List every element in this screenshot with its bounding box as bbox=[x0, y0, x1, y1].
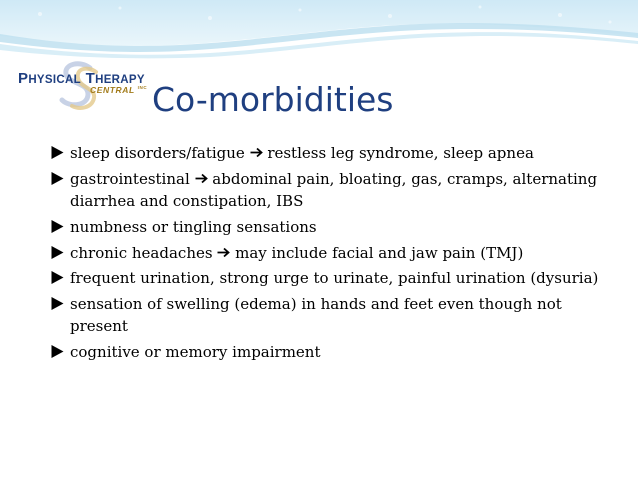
bullet-item bbox=[50, 168, 610, 213]
bullet-item bbox=[50, 242, 610, 265]
slide-title: Co-morbidities bbox=[152, 80, 394, 119]
logo-subtitle bbox=[90, 85, 147, 95]
logo-letters: HYSICAL bbox=[28, 74, 81, 86]
wave-decoration bbox=[0, 0, 638, 60]
bullet-item bbox=[50, 142, 610, 165]
bullet-icon bbox=[50, 171, 65, 186]
bullet-icon bbox=[50, 245, 65, 260]
bullet-item bbox=[50, 267, 610, 290]
logo-inc: INC bbox=[137, 85, 148, 90]
right-arrow-icon bbox=[195, 173, 208, 184]
logo-letter: P bbox=[18, 70, 29, 87]
bullet-text-continued: may include facial and jaw pain (TMJ) bbox=[230, 243, 524, 262]
bullet-item bbox=[50, 341, 610, 364]
company-logo bbox=[10, 58, 160, 114]
bullet-text: chronic headaches bbox=[70, 243, 218, 262]
bullet-text: cognitive or memory impairment bbox=[70, 343, 321, 362]
bullet-icon bbox=[50, 270, 65, 285]
bullet-text: sensation of swelling (edema) in hands and feet even though not present bbox=[70, 294, 562, 336]
bullet-icon bbox=[50, 344, 65, 359]
bullet-icon bbox=[50, 145, 65, 160]
header-banner bbox=[0, 0, 638, 60]
logo-letter: T bbox=[85, 70, 96, 87]
bullet-list bbox=[50, 142, 610, 367]
bullet-icon bbox=[50, 219, 65, 234]
right-arrow-icon bbox=[217, 247, 230, 258]
bullet-icon bbox=[50, 296, 65, 311]
bullet-text: sleep disorders/fatigue bbox=[70, 144, 250, 162]
bullet-text-continued: restless leg syndrome, sleep apnea bbox=[262, 144, 534, 162]
bullet-item bbox=[50, 293, 610, 338]
bullet-text: numbness or tingling sensations bbox=[70, 217, 317, 236]
right-arrow-icon bbox=[250, 147, 263, 158]
bullet-text: gastrointestinal bbox=[70, 169, 195, 188]
logo-letters: HERAPY bbox=[95, 74, 145, 86]
logo-central: CENTRAL bbox=[90, 85, 135, 95]
bullet-text-continued: abdominal pain, bloating, gas, cramps, alternating diarrhea and constipation, IBS bbox=[70, 169, 598, 211]
bullet-text: frequent urination, strong urge to urinate, painful urination (dysuria) bbox=[70, 269, 599, 288]
bullet-item bbox=[50, 216, 610, 239]
